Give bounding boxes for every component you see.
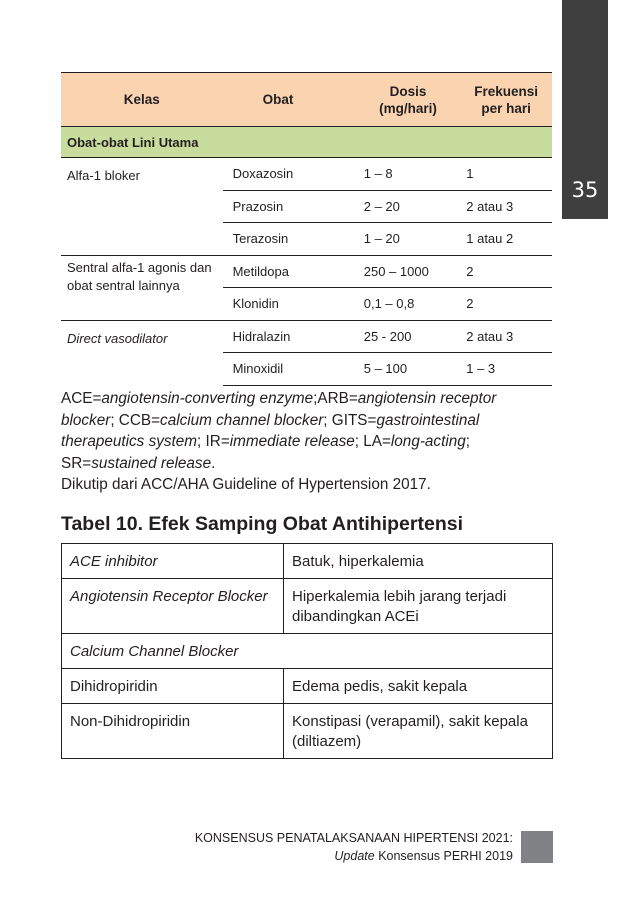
obat-cell: Metildopa xyxy=(223,255,356,288)
abbr-value: gastrointestinal therapeutics system xyxy=(61,411,480,450)
table-row xyxy=(62,669,553,704)
frek-cell: 2 atau 3 xyxy=(460,190,552,223)
abbr-value: immediate release xyxy=(229,433,355,450)
dosis-cell: 0,1 – 0,8 xyxy=(356,288,461,321)
frek-cell: 1 – 3 xyxy=(460,353,552,386)
table-row xyxy=(62,544,553,579)
table-row xyxy=(62,579,553,634)
abbr-value: angiotensin-converting enzyme xyxy=(101,390,314,407)
frek-cell: 2 xyxy=(460,288,552,321)
obat-cell: Prazosin xyxy=(223,190,356,223)
obat-cell: Minoxidil xyxy=(223,353,356,386)
footer-box xyxy=(521,831,553,863)
header-frek-line2: per hari xyxy=(481,100,531,116)
abbr-key: ; IR= xyxy=(197,433,230,450)
drug-table-header xyxy=(61,73,552,127)
header-obat: Obat xyxy=(223,73,356,127)
citation: Dikutip dari ACC/AHA Guideline of Hypertension 2017. xyxy=(61,476,431,493)
side-effects-table xyxy=(61,543,553,759)
header-frek-line1: Frekuensi xyxy=(474,83,539,99)
abbr-key: ; LA= xyxy=(354,433,391,450)
drug-class-cell: Non-Dihidropiridin xyxy=(62,704,284,759)
dosis-cell: 5 – 100 xyxy=(356,353,461,386)
header-frekuensi xyxy=(460,73,552,127)
abbr-key: ; SR= xyxy=(61,433,470,472)
footer-line2 xyxy=(195,847,513,865)
dosis-cell: 2 – 20 xyxy=(356,190,461,223)
table-row xyxy=(62,634,553,669)
kelas-cell: Sentral alfa-1 agonis dan obat sentral lainnya xyxy=(61,255,223,320)
dosis-cell: 1 – 20 xyxy=(356,223,461,256)
table-row xyxy=(61,255,552,288)
abbr-key: ;ARB= xyxy=(313,390,358,407)
kelas-cell: Alfa-1 bloker xyxy=(61,158,223,256)
abbr-value: angiotensin receptor blocker xyxy=(61,390,497,429)
footer-rest: Konsensus PERHI 2019 xyxy=(374,849,513,863)
table-row xyxy=(61,320,552,353)
section-label: Obat-obat Lini Utama xyxy=(61,127,552,158)
table-row xyxy=(61,158,552,191)
drug-class-cell: Angiotensin Receptor Blocker xyxy=(62,579,284,634)
page-number: 35 xyxy=(571,178,599,202)
frek-cell: 1 xyxy=(460,158,552,191)
obat-cell: Klonidin xyxy=(223,288,356,321)
drug-class-cell: Dihidropiridin xyxy=(62,669,284,704)
header-dosis-line1: Dosis xyxy=(389,83,427,99)
dosis-cell: 1 – 8 xyxy=(356,158,461,191)
footer-update: Update xyxy=(334,849,375,863)
abbr-value: sustained release xyxy=(91,454,212,472)
table-title: Tabel 10. Efek Samping Obat Antihipertensi xyxy=(61,513,463,535)
section-row xyxy=(61,127,552,158)
kelas-cell: Direct vasodilator xyxy=(61,320,223,385)
abbr-value: long-acting xyxy=(390,433,466,450)
obat-cell: Hidralazin xyxy=(223,320,356,353)
frek-cell: 2 atau 3 xyxy=(460,320,552,353)
abbr-end: . xyxy=(211,454,216,472)
header-dosis xyxy=(356,73,461,127)
abbreviation-notes xyxy=(61,388,553,474)
abbr-value: calcium channel blocker xyxy=(160,411,324,429)
header-dosis-line2: (mg/hari) xyxy=(379,100,437,116)
frek-cell: 1 atau 2 xyxy=(460,223,552,256)
side-effect-cell: Batuk, hiperkalemia xyxy=(284,544,553,579)
side-effect-cell: Edema pedis, sakit kepala xyxy=(284,669,553,704)
frek-cell: 2 xyxy=(460,255,552,288)
footer-line1: KONSENSUS PENATALAKSANAAN HIPERTENSI 2021: xyxy=(194,831,513,845)
header-kelas: Kelas xyxy=(61,73,223,127)
abbr-key: ; GITS= xyxy=(323,411,377,429)
table-row xyxy=(62,704,553,759)
footer-text xyxy=(195,829,513,865)
drug-table xyxy=(61,72,552,386)
obat-cell: Terazosin xyxy=(223,223,356,256)
side-effect-cell: Konstipasi (verapamil), sakit kepala (diltiazem) xyxy=(284,704,553,759)
drug-group-cell: Calcium Channel Blocker xyxy=(62,634,553,669)
side-effect-cell: Hiperkalemia lebih jarang terjadi dibandingkan ACEi xyxy=(284,579,553,634)
obat-cell: Doxazosin xyxy=(223,158,356,191)
dosis-cell: 250 – 1000 xyxy=(356,255,461,288)
abbr-key: ACE= xyxy=(61,390,102,407)
dosis-cell: 25 - 200 xyxy=(356,320,461,353)
drug-class-cell: ACE inhibitor xyxy=(62,544,284,579)
abbr-key: ; CCB= xyxy=(110,411,161,429)
